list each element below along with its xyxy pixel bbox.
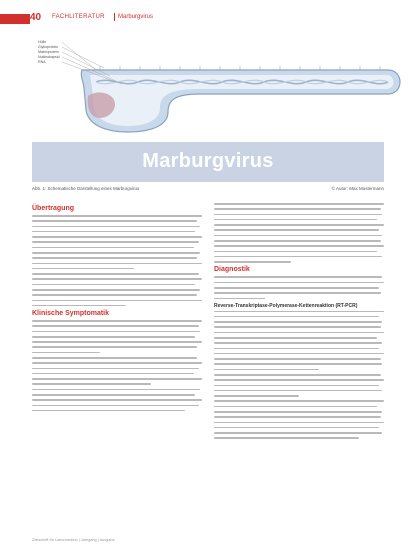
heading-diagnostics: Diagnostik	[214, 266, 250, 274]
paragraph	[32, 320, 202, 353]
paragraph	[214, 374, 384, 397]
figure-label-3: Matrixprotein	[38, 50, 59, 54]
figure-label-1: Hülle	[38, 40, 47, 44]
page-number: 40	[30, 12, 42, 23]
subsection-label: Marburgvirus	[118, 14, 154, 20]
article-title: Marburgvirus	[142, 150, 274, 172]
page-header	[0, 0, 413, 30]
title-banner	[32, 142, 384, 182]
header-accent-bar	[0, 14, 30, 24]
heading-rt-pcr: Reverse-Transkriptase-Polymerase-Kettenreaktion (RT-PCR)	[214, 303, 358, 310]
figure-label-2: Glykoprotein	[38, 45, 59, 49]
figure-label-4: Nukleokapsid	[38, 55, 60, 59]
paragraph	[32, 357, 202, 385]
paragraph	[214, 203, 384, 263]
paragraph	[214, 311, 384, 371]
paragraph	[214, 276, 384, 299]
figure-caption	[32, 186, 384, 194]
section-label: FACHLITERATUR	[52, 14, 105, 20]
left-column	[32, 203, 202, 415]
right-column	[214, 203, 384, 443]
paragraph	[214, 400, 384, 439]
paragraph	[32, 215, 202, 269]
heading-transmission: Übertragung	[32, 205, 74, 212]
virus-diagram	[0, 34, 413, 141]
paragraph	[32, 389, 202, 412]
caption-text: Abb. 1: Schematische Darstellung eines Marburgvirus	[32, 186, 140, 191]
heading-clinical-symptoms: Klinische Symptomatik	[32, 310, 110, 318]
paragraph	[32, 273, 202, 306]
caption-credit: © Autor: Max Mustermann	[331, 186, 384, 191]
page-footer: Zeitschrift für Labormedizin | Jahrgang | Ausgabe	[32, 538, 115, 542]
virus-illustration	[0, 34, 413, 141]
header-separator	[114, 13, 115, 21]
figure-label-5: RNA	[38, 60, 46, 64]
